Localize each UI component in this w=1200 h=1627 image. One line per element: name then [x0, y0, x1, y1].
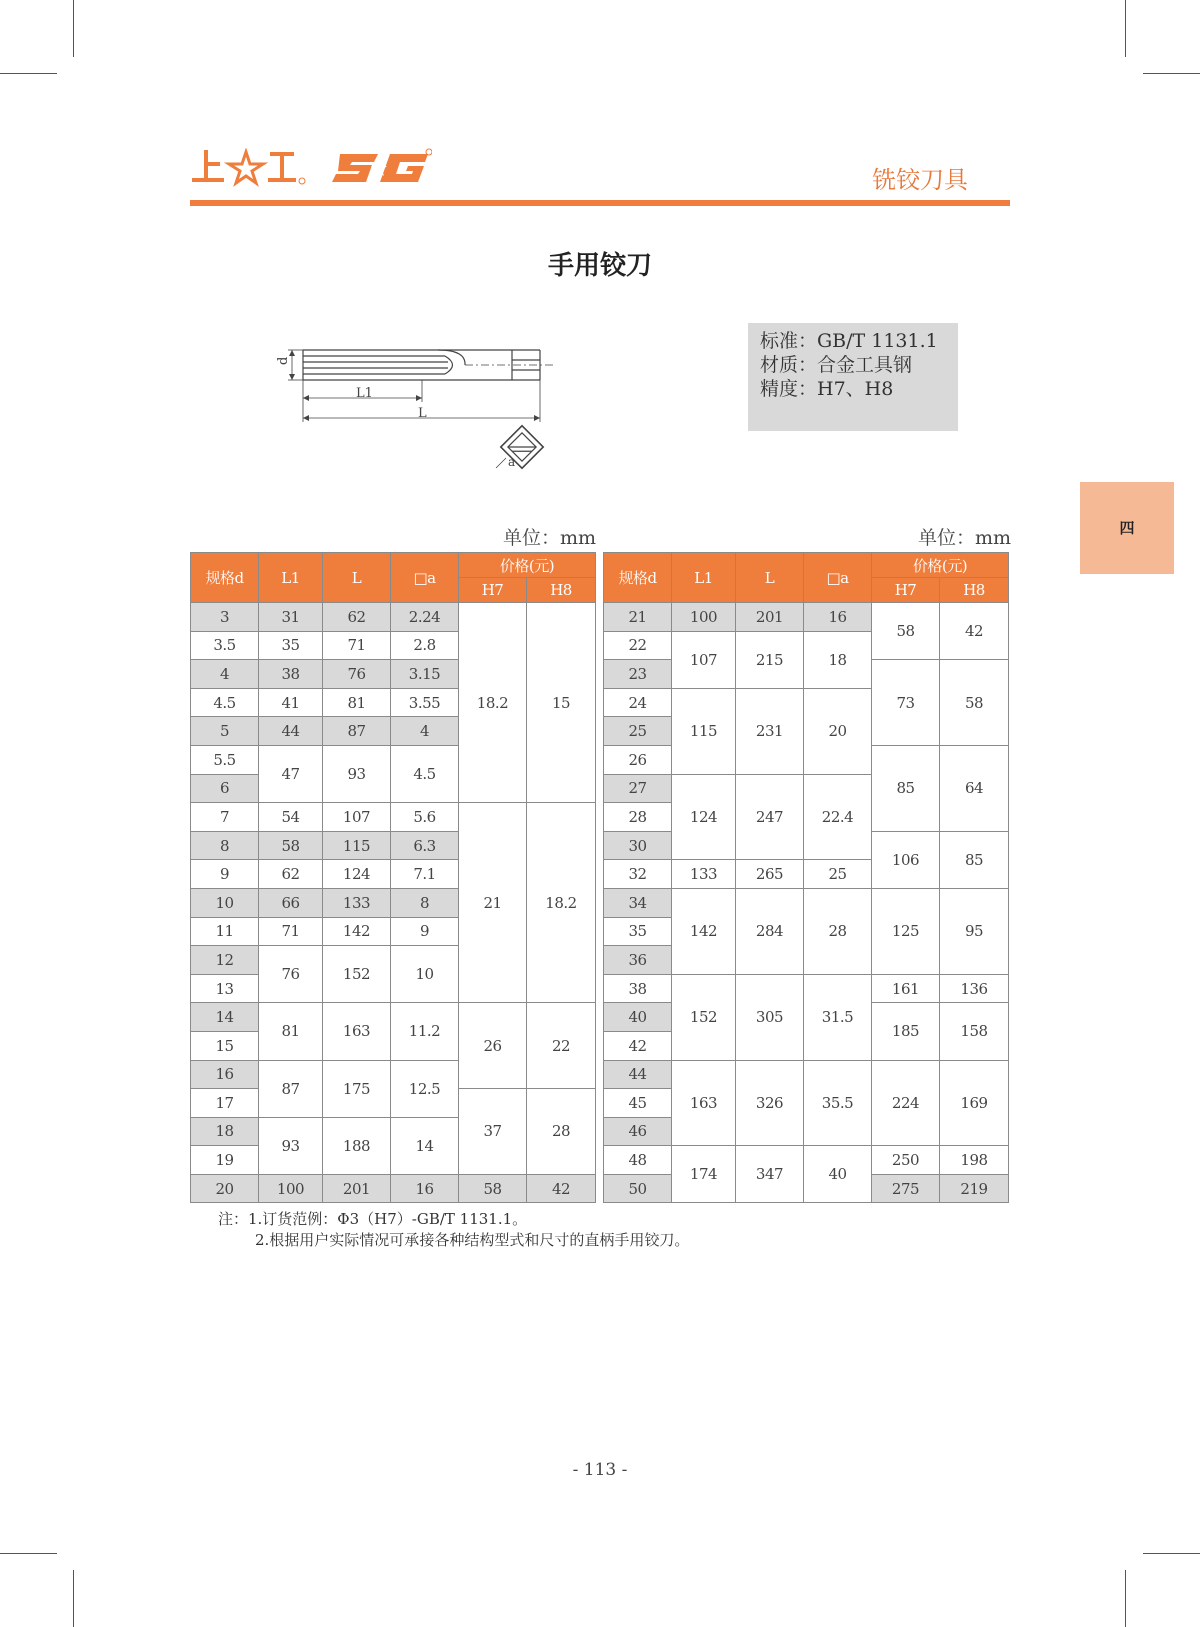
cell-l: 133: [323, 888, 391, 917]
cell-l: 62: [323, 603, 391, 632]
crop-mark: [73, 1570, 74, 1627]
cell-l1: 107: [672, 631, 736, 688]
cell-h7: 58: [459, 1174, 527, 1203]
cell-l1: 142: [672, 888, 736, 974]
crop-mark: [0, 73, 57, 74]
cell-l: 175: [323, 1060, 391, 1117]
cell-h7: 18.2: [459, 603, 527, 803]
cell-d: 20: [191, 1174, 259, 1203]
cell-a: 2.8: [391, 631, 459, 660]
cell-a: 3.55: [391, 688, 459, 717]
cell-a: 25: [804, 860, 872, 889]
cell-l1: 41: [259, 688, 323, 717]
header-price: 价格(元): [872, 553, 1009, 578]
cell-d: 5.5: [191, 745, 259, 774]
cell-d: 3.5: [191, 631, 259, 660]
diagram-label-a: a: [508, 455, 516, 469]
cell-l: 107: [323, 803, 391, 832]
crop-mark: [1125, 1570, 1126, 1627]
cell-d: 8: [191, 831, 259, 860]
spec-standard: 标准：GB/T 1131.1: [760, 330, 938, 352]
header-h7: H7: [872, 578, 940, 603]
cell-h7: 250: [872, 1146, 940, 1175]
cell-h7: 185: [872, 1003, 940, 1060]
section-title: 铣铰刀具: [872, 166, 968, 194]
table-row: [191, 1003, 596, 1032]
cell-l: 93: [323, 745, 391, 802]
cell-a: 35.5: [804, 1060, 872, 1146]
cell-h8: 42: [527, 1174, 596, 1203]
cell-l: 201: [736, 603, 804, 632]
cell-l: 152: [323, 946, 391, 1003]
cell-l: 124: [323, 860, 391, 889]
crop-mark: [0, 1553, 57, 1554]
spec-table-right: [603, 552, 1009, 1203]
cell-l: 201: [323, 1174, 391, 1203]
header-h8: H8: [940, 578, 1009, 603]
cell-h7: 224: [872, 1060, 940, 1146]
cell-h8: 158: [940, 1003, 1009, 1060]
table-row: [604, 888, 1009, 917]
cell-a: 14: [391, 1117, 459, 1174]
header-h8: H8: [527, 578, 596, 603]
cell-d: 18: [191, 1117, 259, 1146]
reamer-diagram: [270, 340, 570, 480]
cell-d: 4: [191, 660, 259, 689]
cell-d: 24: [604, 688, 672, 717]
cell-l: 265: [736, 860, 804, 889]
cell-a: 4.5: [391, 745, 459, 802]
cell-h8: 95: [940, 888, 1009, 974]
cell-l1: 124: [672, 774, 736, 860]
cell-d: 7: [191, 803, 259, 832]
cell-h7: 73: [872, 660, 940, 746]
cell-a: 2.24: [391, 603, 459, 632]
header-l1: L1: [259, 553, 323, 603]
cell-d: 45: [604, 1089, 672, 1118]
cell-d: 23: [604, 660, 672, 689]
cell-l1: 47: [259, 745, 323, 802]
cell-l1: 163: [672, 1060, 736, 1146]
crop-mark: [73, 0, 74, 57]
cell-h8: 136: [940, 974, 1009, 1003]
cell-a: 22.4: [804, 774, 872, 860]
cell-l1: 174: [672, 1146, 736, 1203]
cell-d: 17: [191, 1089, 259, 1118]
cell-h8: 18.2: [527, 803, 596, 1003]
header-spec: 规格d: [191, 553, 259, 603]
cell-l: 81: [323, 688, 391, 717]
spec-table-left: [190, 552, 596, 1203]
notes: [218, 1209, 689, 1251]
cell-d: 26: [604, 745, 672, 774]
cell-l1: 38: [259, 660, 323, 689]
cell-d: 25: [604, 717, 672, 746]
cell-l1: 81: [259, 1003, 323, 1060]
cell-l: 142: [323, 917, 391, 946]
header-l: L: [323, 553, 391, 603]
cell-d: 14: [191, 1003, 259, 1032]
diagram-label-l1: L1: [356, 386, 373, 401]
cell-d: 3: [191, 603, 259, 632]
cell-h7: 161: [872, 974, 940, 1003]
cell-l: 87: [323, 717, 391, 746]
cell-d: 10: [191, 888, 259, 917]
crop-mark: [1143, 1553, 1200, 1554]
cell-l: 247: [736, 774, 804, 860]
cell-d: 21: [604, 603, 672, 632]
cell-h7: 106: [872, 831, 940, 888]
cell-d: 9: [191, 860, 259, 889]
table-row: [604, 974, 1009, 1003]
cell-h8: 58: [940, 660, 1009, 746]
cell-h8: 15: [527, 603, 596, 803]
cell-d: 11: [191, 917, 259, 946]
cell-d: 34: [604, 888, 672, 917]
cell-d: 27: [604, 774, 672, 803]
cell-d: 16: [191, 1060, 259, 1089]
cell-l1: 115: [672, 688, 736, 774]
cell-d: 5: [191, 717, 259, 746]
table-row: [191, 1174, 596, 1203]
cell-a: 16: [391, 1174, 459, 1203]
table-row: [604, 1060, 1009, 1089]
cell-l1: 58: [259, 831, 323, 860]
cell-h8: 198: [940, 1146, 1009, 1175]
table-row: [604, 603, 1009, 632]
cell-l1: 100: [672, 603, 736, 632]
header-h7: H7: [459, 578, 527, 603]
cell-l1: 71: [259, 917, 323, 946]
unit-label-right: 单位：mm: [918, 527, 1012, 549]
cell-l: 284: [736, 888, 804, 974]
cell-d: 12: [191, 946, 259, 975]
cell-d: 42: [604, 1031, 672, 1060]
table-row: [191, 603, 596, 632]
crop-mark: [1143, 73, 1200, 74]
cell-h8: 28: [527, 1089, 596, 1175]
cell-a: 16: [804, 603, 872, 632]
cell-l1: 62: [259, 860, 323, 889]
header-price: 价格(元): [459, 553, 596, 578]
spec-material: 材质：合金工具钢: [760, 354, 913, 376]
cell-h8: 22: [527, 1003, 596, 1089]
brand-logo-sg: [332, 148, 432, 188]
cell-a: 9: [391, 917, 459, 946]
header-a: □a: [804, 553, 872, 603]
header-spec: 规格d: [604, 553, 672, 603]
cell-a: 10: [391, 946, 459, 1003]
page-title: 手用铰刀: [547, 251, 652, 281]
header-rule: [190, 200, 1010, 206]
header-l1: L1: [672, 553, 736, 603]
cell-a: 12.5: [391, 1060, 459, 1117]
cell-d: 22: [604, 631, 672, 660]
cell-d: 50: [604, 1174, 672, 1203]
header-l: L: [736, 553, 804, 603]
cell-h7: 21: [459, 803, 527, 1003]
cell-l: 215: [736, 631, 804, 688]
cell-l1: 44: [259, 717, 323, 746]
cell-l1: 152: [672, 974, 736, 1060]
cell-h8: 42: [940, 603, 1009, 660]
cell-l: 163: [323, 1003, 391, 1060]
cell-l1: 66: [259, 888, 323, 917]
cell-h7: 58: [872, 603, 940, 660]
cell-a: 18: [804, 631, 872, 688]
page-number: - 113 -: [572, 1460, 628, 1480]
cell-l: 347: [736, 1146, 804, 1203]
cell-h8: 85: [940, 831, 1009, 888]
cell-a: 28: [804, 888, 872, 974]
cell-a: 20: [804, 688, 872, 774]
cell-l: 76: [323, 660, 391, 689]
cell-l1: 133: [672, 860, 736, 889]
table-row: [604, 1146, 1009, 1175]
chapter-tab[interactable]: 四: [1080, 482, 1174, 574]
cell-h8: 64: [940, 745, 1009, 831]
cell-d: 6: [191, 774, 259, 803]
diagram-label-l: L: [418, 406, 427, 421]
crop-mark: [1125, 0, 1126, 57]
cell-d: 44: [604, 1060, 672, 1089]
cell-h8: 169: [940, 1060, 1009, 1146]
cell-l: 115: [323, 831, 391, 860]
cell-l1: 100: [259, 1174, 323, 1203]
cell-h7: 37: [459, 1089, 527, 1175]
unit-label-left: 单位：mm: [503, 527, 597, 549]
cell-l1: 76: [259, 946, 323, 1003]
spec-box: [748, 323, 958, 431]
note-line-2: 2.根据用户实际情况可承接各种结构型式和尺寸的直柄手用铰刀。: [255, 1231, 690, 1249]
spec-precision: 精度：H7、H8: [760, 378, 894, 400]
header-a: □a: [391, 553, 459, 603]
cell-l: 305: [736, 974, 804, 1060]
cell-d: 48: [604, 1146, 672, 1175]
cell-d: 40: [604, 1003, 672, 1032]
cell-d: 28: [604, 803, 672, 832]
cell-a: 11.2: [391, 1003, 459, 1060]
cell-d: 36: [604, 946, 672, 975]
cell-a: 7.1: [391, 860, 459, 889]
cell-l1: 54: [259, 803, 323, 832]
cell-d: 38: [604, 974, 672, 1003]
cell-l1: 87: [259, 1060, 323, 1117]
cell-l: 326: [736, 1060, 804, 1146]
cell-h8: 219: [940, 1174, 1009, 1203]
cell-l1: 31: [259, 603, 323, 632]
cell-d: 30: [604, 831, 672, 860]
cell-h7: 275: [872, 1174, 940, 1203]
cell-a: 5.6: [391, 803, 459, 832]
note-line-1: 注：1.订货范例：Φ3（H7）-GB/T 1131.1。: [218, 1210, 528, 1228]
cell-a: 3.15: [391, 660, 459, 689]
cell-h7: 125: [872, 888, 940, 974]
cell-d: 4.5: [191, 688, 259, 717]
cell-a: 40: [804, 1146, 872, 1203]
cell-d: 19: [191, 1146, 259, 1175]
cell-d: 35: [604, 917, 672, 946]
cell-d: 13: [191, 974, 259, 1003]
cell-l1: 35: [259, 631, 323, 660]
cell-d: 32: [604, 860, 672, 889]
table-row: [191, 803, 596, 832]
cell-l: 231: [736, 688, 804, 774]
cell-a: 31.5: [804, 974, 872, 1060]
cell-l: 71: [323, 631, 391, 660]
cell-a: 6.3: [391, 831, 459, 860]
cell-a: 4: [391, 717, 459, 746]
cell-h7: 26: [459, 1003, 527, 1089]
diagram-label-d: d: [276, 356, 291, 365]
cell-d: 46: [604, 1117, 672, 1146]
cell-h7: 85: [872, 745, 940, 831]
cell-a: 8: [391, 888, 459, 917]
brand-logo-chinese: [190, 148, 310, 188]
cell-l: 188: [323, 1117, 391, 1174]
cell-l1: 93: [259, 1117, 323, 1174]
cell-d: 15: [191, 1031, 259, 1060]
